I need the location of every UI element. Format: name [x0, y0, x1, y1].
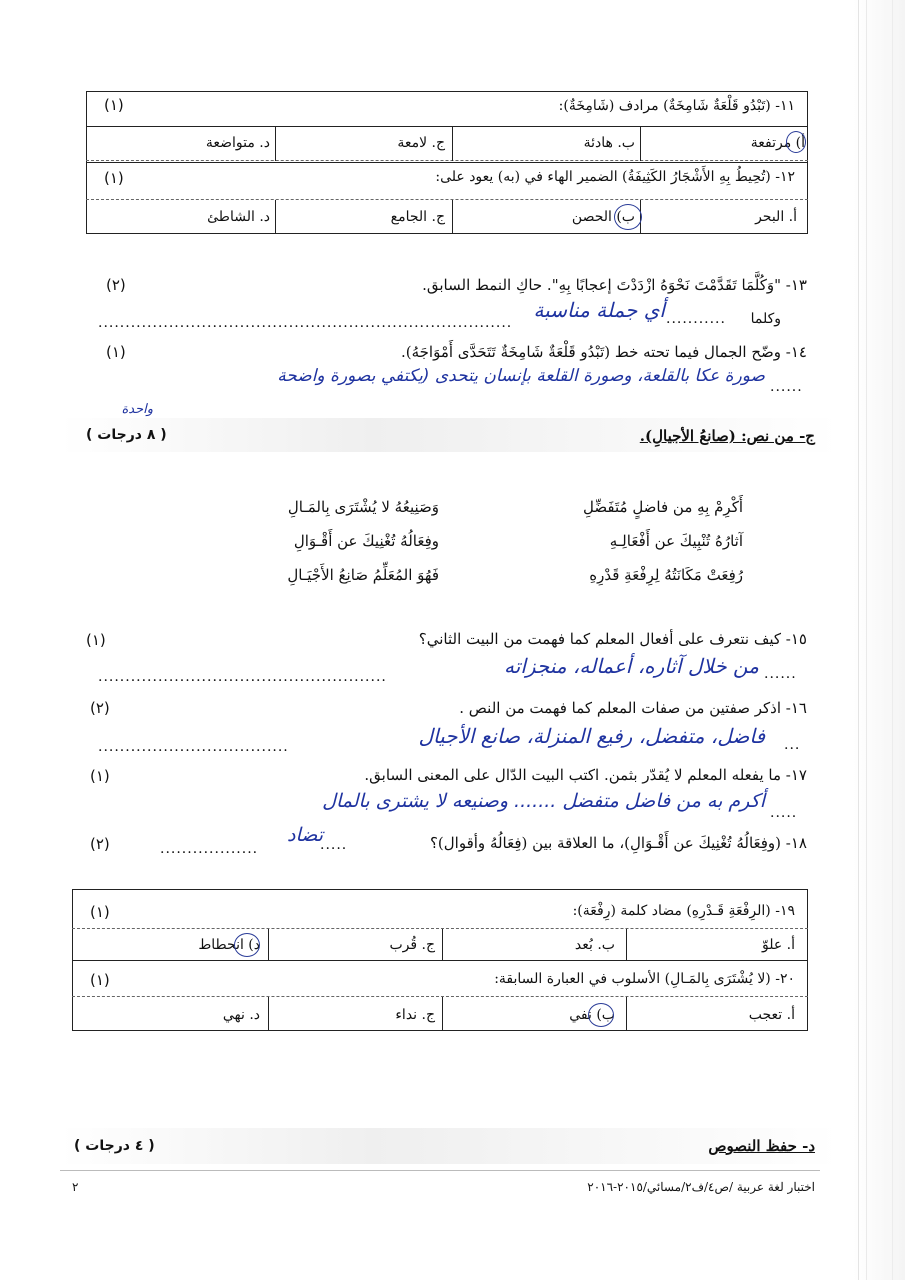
q13-handwritten-answer[interactable]: أي جملة مناسبة — [533, 298, 665, 322]
q19-option-a[interactable]: أ. علوّ — [761, 937, 795, 953]
q11-mark: (١) — [104, 96, 124, 114]
q20-option-a[interactable]: أ. تعجب — [748, 1007, 795, 1023]
poem-verse-right: آثارُهُ تُنْبِيكَ عن أَفْعَالِـهِ — [609, 532, 743, 550]
q14-handwritten-answer[interactable]: صورة عكا بالقلعة، وصورة القلعة بإنسان يتحدى (يكتفي بصورة واضحة — [277, 366, 765, 386]
section-d-grade: ( ٤ درجات ) — [74, 1138, 155, 1154]
q14-dots: ...... — [770, 379, 803, 395]
section-d-title: د- حفظ النصوص — [708, 1137, 815, 1155]
q11-option-b[interactable]: ب. هادئة — [583, 135, 635, 151]
answer-circle — [588, 1003, 614, 1027]
q20-text: ٢٠- (لا يُشْتَرَى بِالمَـالِ) الأسلوب في العبارة السابقة: — [494, 971, 795, 987]
q20-option-c[interactable]: ج. نداء — [395, 1007, 435, 1023]
answer-circle — [614, 204, 642, 230]
q18-text: ١٨- (وفِعَالُهُ تُغْنِيكَ عن أَقْـوَالِ)، ما العلاقة بين (فِعَالُهُ وأقوال)؟ — [429, 834, 807, 852]
q17-mark: (١) — [90, 767, 110, 785]
q20-mark: (١) — [90, 971, 110, 989]
q19-option-c[interactable]: ج. قُرب — [389, 937, 435, 953]
q12-option-b[interactable]: ب) الحصن — [571, 209, 635, 225]
q13-dots: ............................................................................ — [98, 315, 513, 331]
poem-verse-left: وفِعَالُهُ تُغْنِيكَ عن أَقْـوَالِ — [293, 532, 439, 550]
q11-option-c[interactable]: ج. لامعة — [397, 135, 445, 151]
q15-handwritten-answer[interactable]: من خلال آثاره، أعماله، منجزاته — [504, 654, 759, 678]
q12-option-c[interactable]: ج. الجامع — [390, 209, 445, 225]
q13-mark: (٢) — [106, 276, 126, 294]
q19-text: ١٩- (الرِفْعَةِ قَـدْرِهِ) مضاد كلمة (رِفْعَة): — [572, 903, 795, 919]
q15-dots: ...... — [764, 666, 797, 682]
q18-dots: ..... — [320, 837, 348, 853]
q16-handwritten-answer[interactable]: فاضل، متفضل، رفيع المنزلة، صانع الأجيال — [418, 724, 765, 748]
q18-dots: .................. — [160, 841, 259, 857]
scan-edge — [853, 0, 905, 1280]
q14-handwritten-answer-cont[interactable]: واحدة — [121, 402, 153, 417]
q11-option-a[interactable]: أ) مرتفعة — [750, 135, 805, 151]
q13-prefix: وكلما — [750, 311, 781, 327]
q20-option-d[interactable]: د. نهي — [222, 1007, 260, 1023]
poem-verse-right: رُفِعَتْ مَكَانَتُهُ لِرِفْعَةِ قَدْرِهِ — [589, 566, 743, 584]
q11-option-d[interactable]: د. متواضعة — [205, 135, 270, 151]
poem-verse-left: وَصَنِيعُهُ لا يُشْتَرَى بِالمَـالِ — [287, 498, 439, 516]
footer-rule — [60, 1170, 820, 1171]
q19-mark: (١) — [90, 903, 110, 921]
section-c-grade: ( ٨ درجات ) — [86, 427, 167, 443]
footer-exam-label: اختبار لغة عربية /ص٤/ف٢/مسائي/٢٠١٥-٢٠١٦ — [587, 1180, 815, 1194]
q15-text: ١٥- كيف نتعرف على أفعال المعلم كما فهمت من البيت الثاني؟ — [418, 630, 807, 648]
section-c-title: ج- من نص: (صانعُ الأجيالِ). — [639, 427, 815, 445]
q19-option-b[interactable]: ب. بُعد — [574, 937, 615, 953]
q16-text: ١٦- اذكر صفتين من صفات المعلم كما فهمت من النص . — [459, 699, 807, 717]
q16-mark: (٢) — [90, 699, 110, 717]
poem-verse-right: أَكْرِمْ بِهِ من فاضلٍ مُتَفَضِّلِ — [583, 498, 743, 516]
q15-mark: (١) — [86, 631, 106, 649]
footer-page-number: ٢ — [72, 1180, 79, 1194]
q15-dots: ..................................................... — [98, 669, 387, 685]
q16-dots: ................................... — [98, 739, 289, 755]
poem-verse-left: فَهُوَ المُعَلِّمُ صَانِعُ الأَجْيَـالِ — [287, 566, 439, 584]
q19-option-d[interactable]: د) انحطاط — [198, 937, 260, 953]
q12-option-d[interactable]: د. الشاطئ — [207, 209, 270, 225]
q17-handwritten-answer[interactable]: أكرم به من فاضل متفضل ....... وصنيعه لا يشترى بالمال — [322, 790, 765, 812]
q12-option-a[interactable]: أ. البحر — [755, 209, 797, 225]
q13-dots: ........... — [666, 311, 726, 327]
q17-text: ١٧- ما يفعله المعلم لا يُقدّر بثمن. اكتب البيت الدّال على المعنى السابق. — [364, 766, 807, 784]
q13-text: ١٣- "وَكُلَّمَا تَقَدَّمْتَ نَحْوَهُ ازْدَدْتَ إعجابًا بِهِ". حاكِ النمط السابق. — [422, 276, 807, 294]
q20-option-b[interactable]: ب) نفي — [569, 1007, 615, 1023]
answer-circle — [786, 131, 806, 153]
q17-dots: ..... — [770, 805, 798, 821]
q18-handwritten-answer[interactable]: تضاد — [286, 824, 323, 846]
q14-text: ١٤- وضّح الجمال فيما تحته خط (تَبْدُو قَلْعَةٌ شَامِخَةٌ تَتَحَدَّى أَمْوَاجَهُ). — [400, 343, 807, 361]
q16-dots: ... — [784, 737, 801, 753]
q12-mark: (١) — [104, 169, 124, 187]
q12-text: ١٢- (تُحِيطُ بِهِ الأَشْجَارُ الكَثِيفَةُ) الضمير الهاء في (به) يعود على: — [435, 169, 795, 185]
q11-text: ١١- (تَبْدُو قَلْعَةٌ شَامِخَةٌ) مرادف (شَامِخَةٌ): — [558, 98, 795, 114]
q14-mark: (١) — [106, 343, 126, 361]
answer-circle — [234, 933, 260, 957]
q18-mark: (٢) — [90, 835, 110, 853]
